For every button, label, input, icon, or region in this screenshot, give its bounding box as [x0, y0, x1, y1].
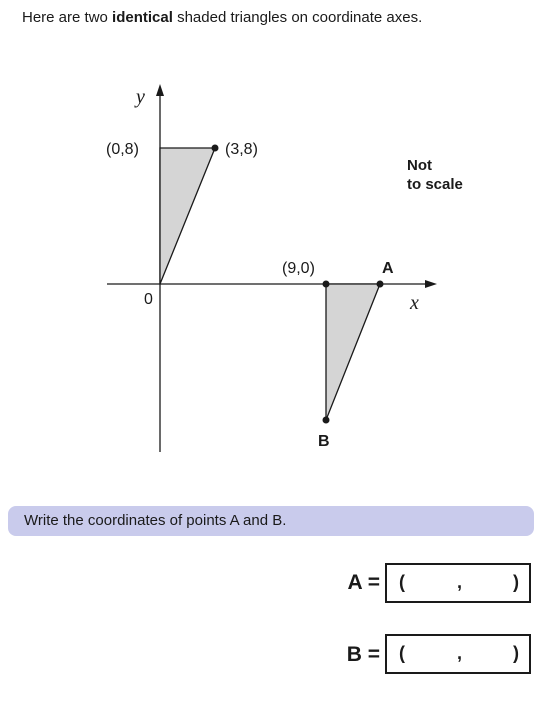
intro-text-bold: identical: [112, 9, 173, 26]
answer-b-comma: ,: [457, 643, 463, 663]
intro-text-end: shaded triangles on coordinate axes.: [172, 9, 423, 26]
label-3-8: (3,8): [225, 141, 258, 158]
answer-b-box[interactable]: [385, 634, 531, 674]
x-axis-label: x: [410, 292, 419, 314]
point-3-8: [212, 145, 219, 152]
answer-a-comma: ,: [457, 572, 463, 592]
question-banner: [8, 506, 534, 536]
triangle-lower: [326, 284, 380, 420]
question-text: Write the coordinates of points A and B.: [24, 512, 287, 529]
point-B: [323, 417, 330, 424]
point-9-0: [323, 281, 330, 288]
answer-b-close-paren: ): [513, 643, 519, 663]
label-9-0: (9,0): [282, 260, 315, 277]
intro-text-start: Here are two: [22, 9, 113, 26]
answer-a-open-paren: (: [399, 572, 405, 592]
answer-a-box[interactable]: [385, 563, 531, 603]
answer-b-label: B =: [346, 643, 380, 666]
answer-a-close-paren: ): [513, 572, 519, 592]
not-to-scale-note: [407, 156, 463, 194]
y-axis-arrow: [156, 84, 164, 96]
origin-label: 0: [144, 291, 153, 308]
answer-a-label: A =: [347, 571, 380, 594]
y-axis-label: y: [136, 86, 145, 108]
label-0-8: (0,8): [106, 141, 139, 158]
label-A: A: [382, 260, 394, 277]
label-B: B: [318, 433, 330, 450]
x-axis-arrow: [425, 280, 437, 288]
note-line-2: to scale: [407, 176, 463, 193]
triangle-upper: [160, 148, 215, 284]
point-A: [377, 281, 384, 288]
note-line-1: Not: [407, 157, 432, 174]
answer-b-open-paren: (: [399, 643, 405, 663]
